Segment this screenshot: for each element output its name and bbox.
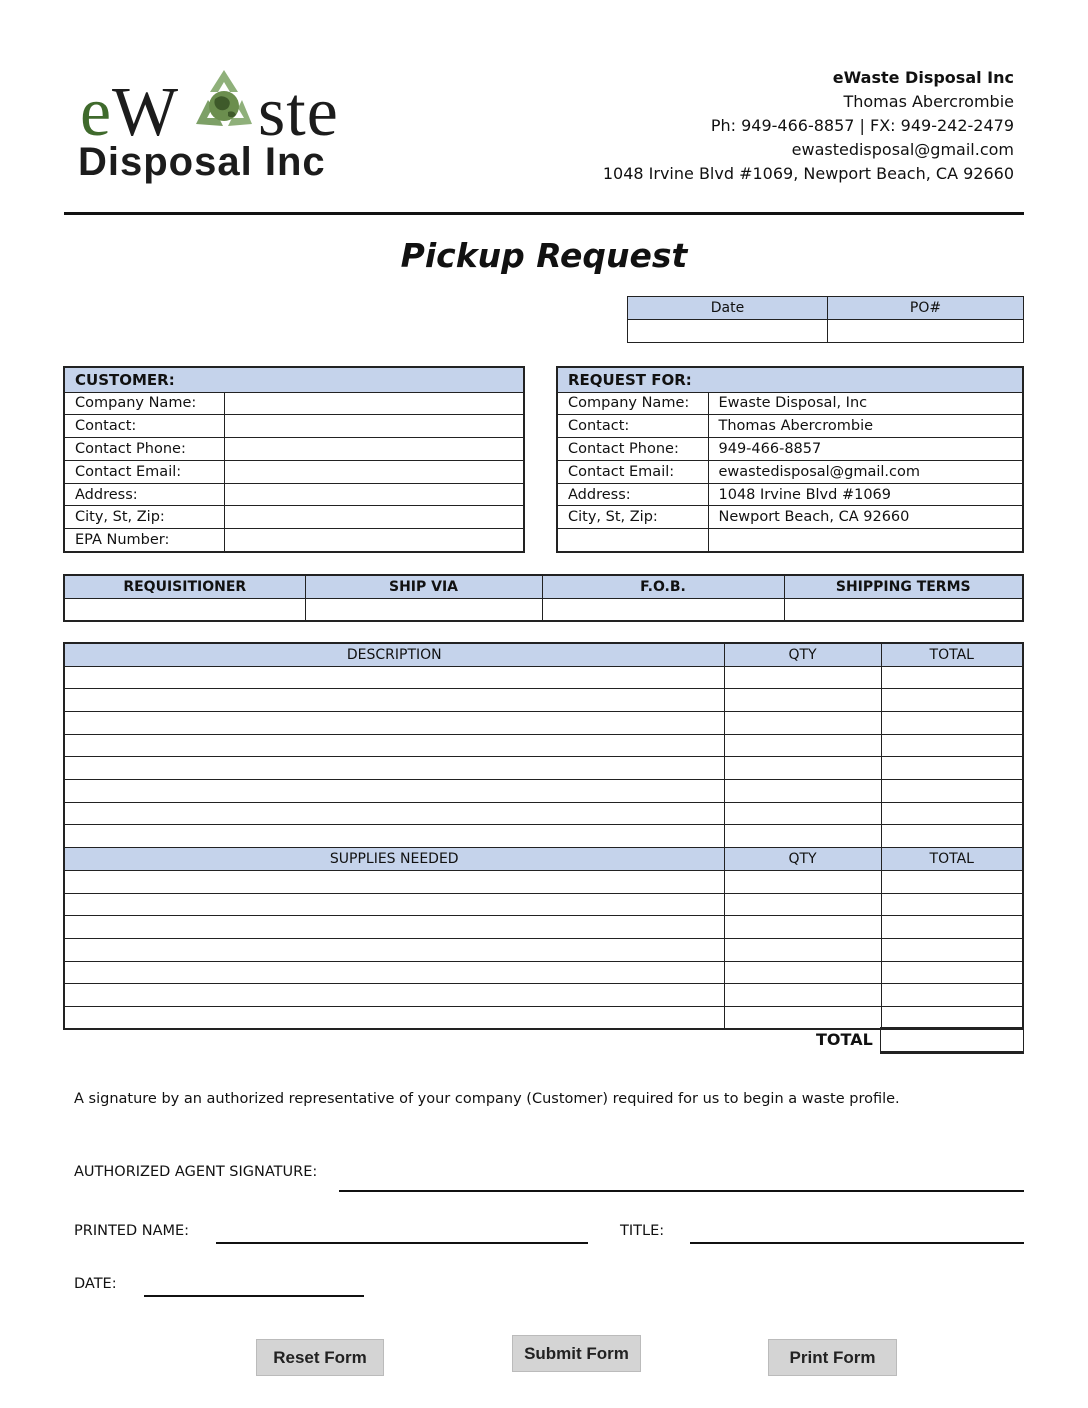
customer-contact-field[interactable] (224, 415, 524, 438)
qty-cell[interactable] (724, 802, 881, 825)
print-form-button[interactable]: Print Form (768, 1339, 897, 1376)
supplies-qty-cell[interactable] (724, 984, 881, 1007)
description-cell[interactable] (64, 757, 724, 780)
reset-form-button[interactable]: Reset Form (256, 1339, 384, 1376)
request-city-value[interactable]: Newport Beach, CA 92660 (708, 506, 1023, 529)
supplies-row (64, 984, 1023, 1007)
request-contact-value[interactable]: Thomas Abercrombie (708, 415, 1023, 438)
fob-field[interactable] (542, 598, 784, 621)
request-address-value[interactable]: 1048 Irvine Blvd #1069 (708, 483, 1023, 506)
supplies-qty-cell[interactable] (724, 916, 881, 939)
supplies-qty-cell[interactable] (724, 961, 881, 984)
supplies-qty-cell[interactable] (724, 871, 881, 894)
customer-label: EPA Number: (64, 529, 224, 552)
customer-label: Contact Phone: (64, 438, 224, 461)
total-cell[interactable] (881, 689, 1023, 712)
company-logo (78, 62, 378, 187)
logo-letters-ste: ste (258, 74, 339, 151)
grand-total-label: TOTAL (816, 1030, 873, 1049)
description-row (64, 734, 1023, 757)
supplies-total-header: TOTAL (881, 848, 1023, 871)
company-email: ewastedisposal@gmail.com (791, 140, 1014, 159)
description-row (64, 802, 1023, 825)
date-header: Date (628, 297, 828, 320)
supplies-qty-header: QTY (724, 848, 881, 871)
total-cell[interactable] (881, 734, 1023, 757)
customer-phone-field[interactable] (224, 438, 524, 461)
customer-label: Contact: (64, 415, 224, 438)
ship-via-field[interactable] (305, 598, 542, 621)
request-label: Contact Phone: (557, 438, 708, 461)
request-company-value[interactable]: Ewaste Disposal, Inc (708, 392, 1023, 415)
customer-company-field[interactable] (224, 392, 524, 415)
request-label: Contact: (557, 415, 708, 438)
title-line[interactable] (690, 1242, 1024, 1244)
request-label: Address: (557, 483, 708, 506)
agent-signature-label: AUTHORIZED AGENT SIGNATURE: (74, 1164, 318, 1180)
customer-email-field[interactable] (224, 460, 524, 483)
supplies-total-cell[interactable] (881, 871, 1023, 894)
qty-cell[interactable] (724, 666, 881, 689)
signature-note: A signature by an authorized representative of your company (Customer) required for us to begin a waste profile. (74, 1091, 900, 1107)
customer-address-field[interactable] (224, 483, 524, 506)
description-cell[interactable] (64, 711, 724, 734)
supplies-row (64, 916, 1023, 939)
supplies-row (64, 961, 1023, 984)
printed-name-label: PRINTED NAME: (74, 1223, 190, 1239)
supplies-qty-cell[interactable] (724, 939, 881, 962)
request-for-table (556, 366, 1024, 553)
shipping-terms-field[interactable] (784, 598, 1023, 621)
total-cell[interactable] (881, 825, 1023, 848)
request-label (557, 529, 708, 552)
supplies-cell[interactable] (64, 961, 724, 984)
supplies-total-cell[interactable] (881, 916, 1023, 939)
ship-via-header: SHIP VIA (305, 575, 542, 598)
supplies-cell[interactable] (64, 893, 724, 916)
supplies-row (64, 1007, 1023, 1030)
agent-signature-line[interactable] (339, 1190, 1024, 1192)
customer-label: Address: (64, 483, 224, 506)
supplies-header: SUPPLIES NEEDED (64, 848, 724, 871)
supplies-total-cell[interactable] (881, 939, 1023, 962)
company-address: 1048 Irvine Blvd #1069, Newport Beach, CA 92660 (602, 164, 1014, 183)
printed-name-line[interactable] (216, 1242, 588, 1244)
company-phone-fax: Ph: 949-466-8857 | FX: 949-242-2479 (710, 116, 1014, 135)
description-cell[interactable] (64, 779, 724, 802)
qty-cell[interactable] (724, 734, 881, 757)
company-contact: Thomas Abercrombie (843, 92, 1014, 111)
po-header: PO# (827, 297, 1023, 320)
total-cell[interactable] (881, 711, 1023, 734)
company-name: eWaste Disposal Inc (832, 68, 1014, 87)
qty-header: QTY (724, 643, 881, 666)
description-row (64, 711, 1023, 734)
description-cell[interactable] (64, 802, 724, 825)
supplies-qty-cell[interactable] (724, 1007, 881, 1030)
request-for-heading: REQUEST FOR: (557, 367, 1023, 392)
description-cell[interactable] (64, 689, 724, 712)
description-row (64, 779, 1023, 802)
logo-disposal-inc: Disposal Inc (78, 140, 326, 184)
logo-letter-w: W (112, 74, 179, 151)
requisitioner-header: REQUISITIONER (64, 575, 305, 598)
qty-cell[interactable] (724, 689, 881, 712)
supplies-row (64, 893, 1023, 916)
total-header: TOTAL (881, 643, 1023, 666)
description-header: DESCRIPTION (64, 643, 724, 666)
qty-cell[interactable] (724, 825, 881, 848)
supplies-cell[interactable] (64, 1007, 724, 1030)
logo-letter-e: e (80, 74, 112, 151)
request-label: City, St, Zip: (557, 506, 708, 529)
supplies-row (64, 939, 1023, 962)
customer-label: Company Name: (64, 392, 224, 415)
supplies-total-cell[interactable] (881, 893, 1023, 916)
date-label: DATE: (74, 1276, 117, 1292)
date-line[interactable] (144, 1295, 364, 1297)
request-label: Company Name: (557, 392, 708, 415)
qty-cell[interactable] (724, 711, 881, 734)
total-cell[interactable] (881, 779, 1023, 802)
customer-epa-field[interactable] (224, 529, 524, 552)
requisitioner-field[interactable] (64, 598, 305, 621)
supplies-cell[interactable] (64, 871, 724, 894)
request-email-value[interactable]: ewastedisposal@gmail.com (708, 460, 1023, 483)
shipping-table (63, 574, 1024, 622)
po-field[interactable] (827, 320, 1023, 343)
supplies-total-cell[interactable] (881, 984, 1023, 1007)
supplies-cell[interactable] (64, 939, 724, 962)
supplies-qty-cell[interactable] (724, 893, 881, 916)
supplies-total-cell[interactable] (881, 1007, 1023, 1030)
description-row (64, 757, 1023, 780)
date-field[interactable] (628, 320, 828, 343)
submit-form-button[interactable]: Submit Form (512, 1335, 641, 1372)
qty-cell[interactable] (724, 779, 881, 802)
description-cell[interactable] (64, 825, 724, 848)
request-phone-value[interactable]: 949-466-8857 (708, 438, 1023, 461)
total-cell[interactable] (881, 757, 1023, 780)
date-po-table (627, 296, 1024, 343)
shipping-terms-header: SHIPPING TERMS (784, 575, 1023, 598)
qty-cell[interactable] (724, 757, 881, 780)
fob-header: F.O.B. (542, 575, 784, 598)
header-divider (64, 212, 1024, 215)
grand-total-field[interactable] (880, 1027, 1024, 1054)
description-row (64, 825, 1023, 848)
company-info-block (603, 66, 1014, 186)
line-items-table (63, 642, 1024, 1030)
request-extra-value[interactable] (708, 529, 1023, 552)
description-cell[interactable] (64, 734, 724, 757)
description-row (64, 689, 1023, 712)
page-title: Pickup Request (400, 236, 688, 275)
total-cell[interactable] (881, 666, 1023, 689)
customer-label: Contact Email: (64, 460, 224, 483)
customer-label: City, St, Zip: (64, 506, 224, 529)
customer-heading: CUSTOMER: (64, 367, 524, 392)
supplies-cell[interactable] (64, 916, 724, 939)
total-cell[interactable] (881, 802, 1023, 825)
description-cell[interactable] (64, 666, 724, 689)
customer-table (63, 366, 525, 553)
description-row (64, 666, 1023, 689)
title-label: TITLE: (620, 1223, 665, 1239)
supplies-row (64, 871, 1023, 894)
customer-city-field[interactable] (224, 506, 524, 529)
recycle-globe-icon (188, 66, 260, 142)
supplies-total-cell[interactable] (881, 961, 1023, 984)
request-label: Contact Email: (557, 460, 708, 483)
supplies-cell[interactable] (64, 984, 724, 1007)
